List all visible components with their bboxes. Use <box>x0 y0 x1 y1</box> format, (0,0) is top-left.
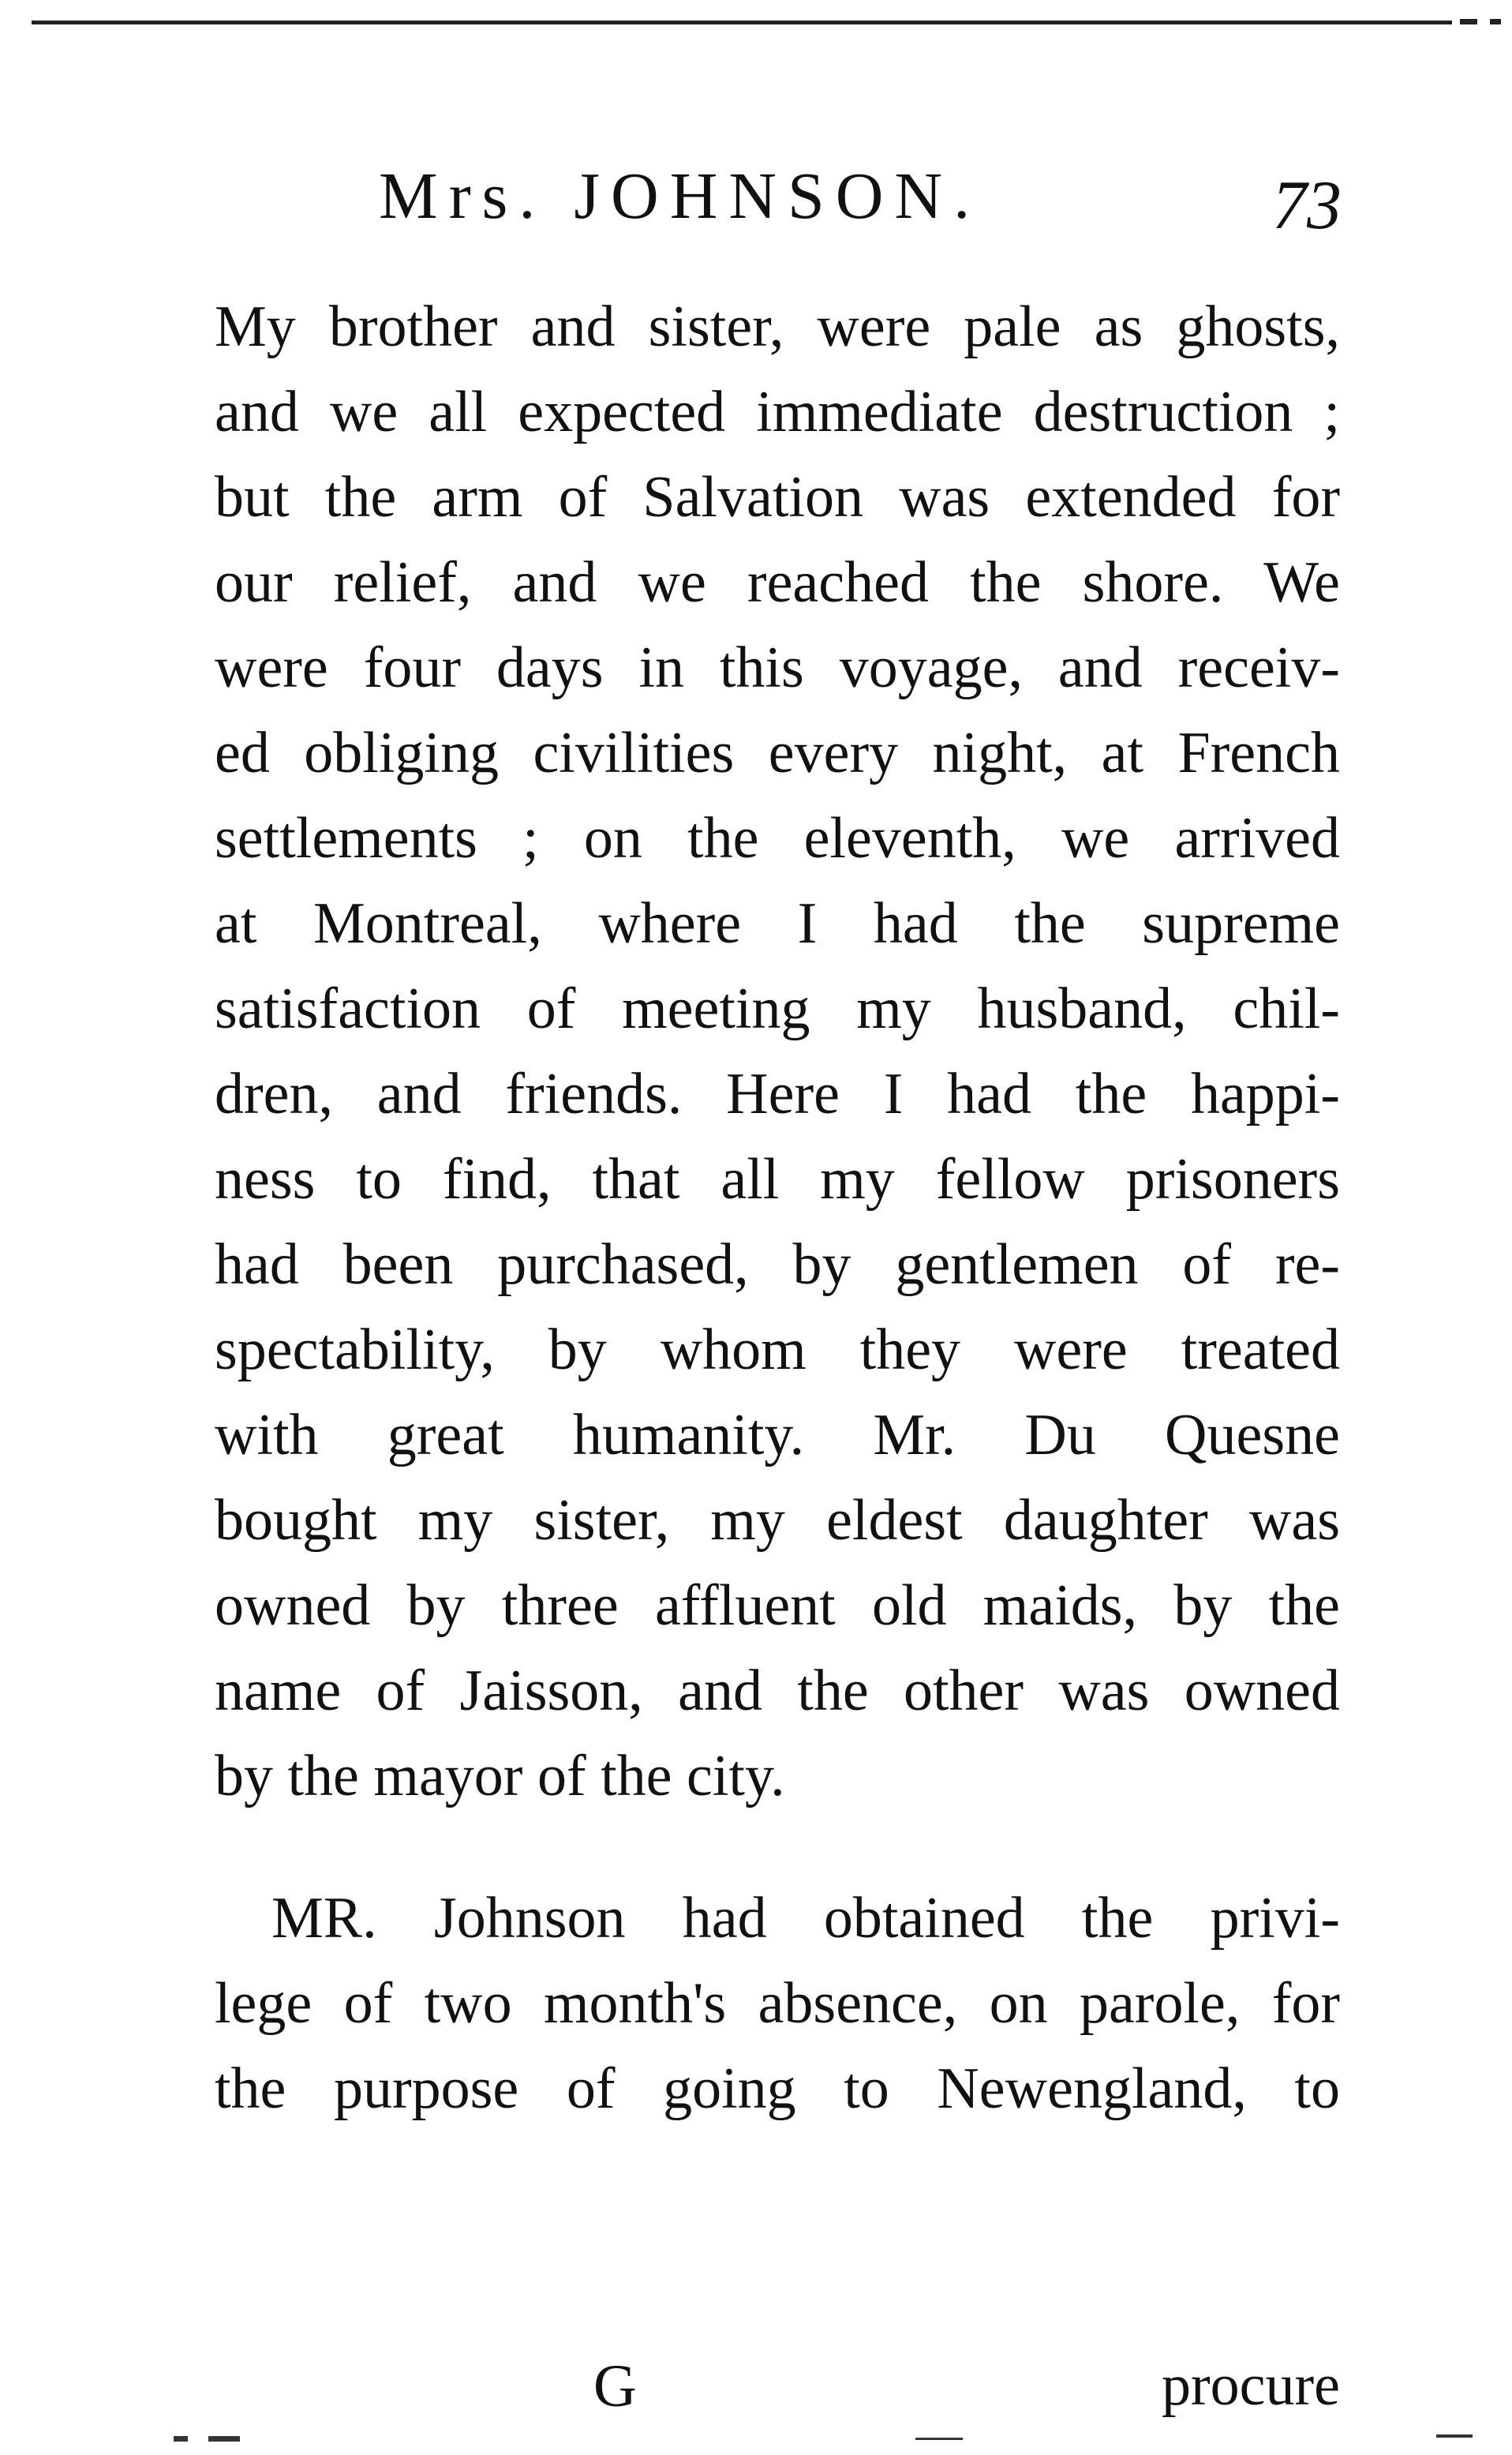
scan-speck <box>1436 2434 1473 2438</box>
text-line: owned by three affluent old maids, by the <box>215 1573 1340 1638</box>
text-line: had been purchased, by gentlemen of re- <box>215 1232 1340 1297</box>
top-rule <box>32 21 1452 24</box>
text-line: satisfaction of meeting my husband, chil- <box>215 976 1340 1041</box>
text-line: lege of two month's absence, on parole, for <box>215 1971 1340 2036</box>
text-line: by the mayor of the city. <box>215 1744 785 1808</box>
top-rule-dash <box>1490 19 1501 24</box>
text-line: MR. Johnson had obtained the privi- <box>271 1886 1340 1951</box>
page-number: 73 <box>1272 167 1342 244</box>
catchword: procure <box>1162 2353 1340 2418</box>
text-line: our relief, and we reached the shore. We <box>215 550 1340 615</box>
text-line: with great humanity. Mr. Du Quesne <box>215 1403 1340 1467</box>
text-line: the purpose of going to Newengland, to <box>215 2056 1340 2121</box>
text-line: at Montreal, where I had the supreme <box>215 891 1340 956</box>
scan-speck <box>174 2436 188 2442</box>
text-line: name of Jaisson, and the other was owned <box>215 1659 1340 1723</box>
signature-mark: G <box>593 2353 637 2419</box>
text-line: dren, and friends. Here I had the happi- <box>215 1062 1340 1126</box>
top-rule-dash <box>1460 19 1477 24</box>
text-line: ed obliging civilities every night, at French <box>215 721 1340 785</box>
running-header <box>379 158 1342 253</box>
text-line: and we all expected immediate destruction ; <box>215 380 1340 444</box>
text-line: My brother and sister, were pale as ghosts, <box>215 294 1340 359</box>
text-line: settlements ; on the eleventh, we arrived <box>215 806 1340 871</box>
paragraph <box>215 1876 1340 2131</box>
text-line: but the arm of Salvation was extended for <box>215 465 1340 530</box>
running-title: Mrs. JOHNSON. <box>379 159 982 233</box>
page-footer <box>215 2352 1340 2439</box>
text-line: were four days in this voyage, and receiv- <box>215 635 1340 700</box>
text-line: bought my sister, my eldest daughter was <box>215 1488 1340 1553</box>
paragraph <box>215 284 1340 1819</box>
body-text <box>215 284 1340 2131</box>
scan-speck <box>915 2438 963 2440</box>
scan-speck <box>208 2436 240 2442</box>
paragraph-gap <box>215 1819 1340 1876</box>
text-line: ness to find, that all my fellow prisoners <box>215 1147 1340 1212</box>
text-line: spectability, by whom they were treated <box>215 1317 1340 1382</box>
